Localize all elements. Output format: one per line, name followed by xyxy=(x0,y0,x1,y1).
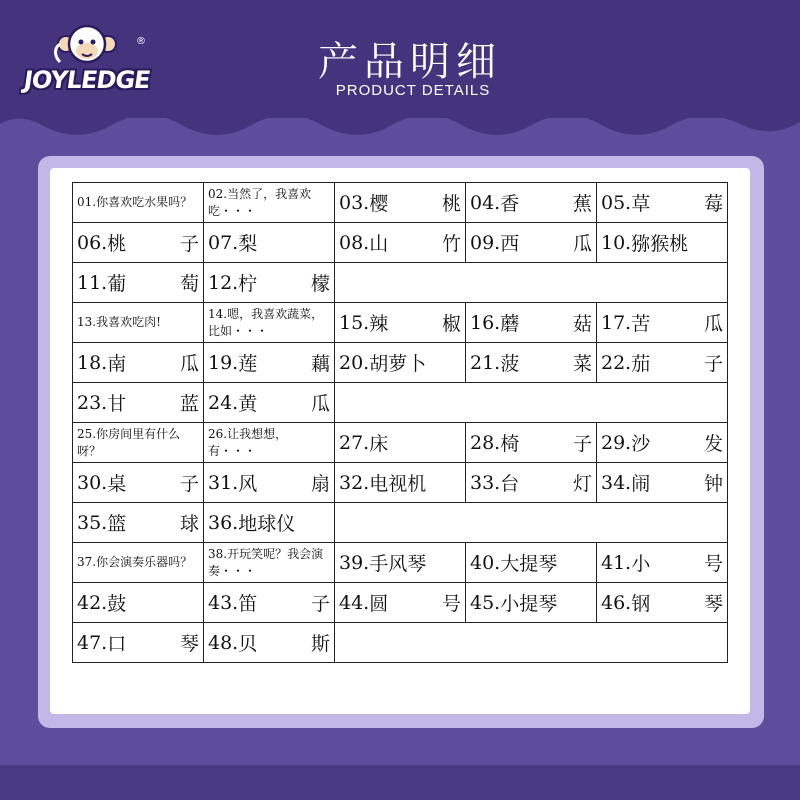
item-cell xyxy=(73,343,204,383)
item-word: 蘑 菇 xyxy=(500,313,592,335)
item-word: 甘 蓝 xyxy=(107,393,199,415)
item-number: 03. xyxy=(339,191,370,214)
item-word: 西 瓜 xyxy=(500,233,592,255)
table-row xyxy=(73,463,728,503)
item-number: 30. xyxy=(77,471,108,494)
item-number: 43. xyxy=(208,591,239,614)
item-cell xyxy=(204,463,335,503)
item-cell-content xyxy=(77,229,199,256)
item-cell-content xyxy=(601,429,723,456)
item-word: 闹 钟 xyxy=(631,473,723,495)
item-word: 电视机 xyxy=(369,473,427,495)
item-cell-content xyxy=(601,349,723,376)
item-number: 05. xyxy=(601,191,632,214)
item-word: 柠 檬 xyxy=(238,273,330,295)
item-cell xyxy=(73,503,204,543)
item-word: 钢 琴 xyxy=(631,593,723,615)
item-cell-content xyxy=(77,589,199,616)
page-title: 产品明细 xyxy=(318,39,502,85)
item-cell-content xyxy=(470,429,592,456)
item-word: 手风琴 xyxy=(369,553,427,575)
empty-cell xyxy=(335,503,728,543)
item-word: 黄 瓜 xyxy=(238,393,330,415)
item-number: 21. xyxy=(470,351,501,374)
question-cell: 14.嗯，我喜欢蔬菜，比如・・・ xyxy=(204,303,335,343)
item-cell-content xyxy=(470,229,592,256)
item-word: 篮 球 xyxy=(107,513,199,535)
item-word: 桃 子 xyxy=(107,233,199,255)
item-cell xyxy=(335,223,466,263)
item-number: 09. xyxy=(470,231,501,254)
item-cell xyxy=(466,303,597,343)
item-word: 圆 号 xyxy=(369,593,461,615)
question-cell: 38.开玩笑呢？我会演奏・・・ xyxy=(204,543,335,583)
question-cell: 26.让我想想，有・・・ xyxy=(204,423,335,463)
table-row xyxy=(73,343,728,383)
question-cell: 02.当然了，我喜欢吃・・・ xyxy=(204,183,335,223)
table-row xyxy=(73,183,728,223)
item-cell-content xyxy=(208,509,330,536)
item-cell-content xyxy=(339,429,461,456)
question-cell: 13.我喜欢吃肉! xyxy=(73,303,204,343)
empty-cell xyxy=(335,383,728,423)
item-word: 地球仪 xyxy=(238,513,296,535)
item-number: 18. xyxy=(77,351,108,374)
table-row xyxy=(73,223,728,263)
item-word: 南 瓜 xyxy=(107,353,199,375)
item-cell xyxy=(335,583,466,623)
item-number: 39. xyxy=(339,551,370,574)
item-number: 31. xyxy=(208,471,239,494)
item-number: 47. xyxy=(77,631,108,654)
item-cell-content xyxy=(601,229,723,256)
item-number: 06. xyxy=(77,231,108,254)
item-word: 床 xyxy=(369,433,389,455)
item-cell xyxy=(204,223,335,263)
wave-divider xyxy=(0,100,800,160)
item-number: 48. xyxy=(208,631,239,654)
item-cell-content xyxy=(339,589,461,616)
item-number: 11. xyxy=(77,271,108,294)
item-number: 24. xyxy=(208,391,239,414)
item-number: 16. xyxy=(470,311,501,334)
item-number: 04. xyxy=(470,191,501,214)
item-word: 香 蕉 xyxy=(500,193,592,215)
table-row xyxy=(73,623,728,663)
item-cell xyxy=(466,183,597,223)
item-word: 梨 xyxy=(238,233,258,255)
item-number: 20. xyxy=(339,351,370,374)
item-word: 胡萝卜 xyxy=(369,353,427,375)
table-row xyxy=(73,583,728,623)
item-cell xyxy=(335,423,466,463)
item-cell xyxy=(73,263,204,303)
item-word: 鼓 xyxy=(107,593,127,615)
item-cell-content xyxy=(339,469,461,496)
item-cell xyxy=(466,463,597,503)
item-cell xyxy=(204,263,335,303)
item-cell-content xyxy=(208,349,330,376)
item-number: 17. xyxy=(601,311,632,334)
item-number: 10. xyxy=(601,231,632,254)
item-number: 22. xyxy=(601,351,632,374)
item-word: 小 号 xyxy=(631,553,723,575)
table-row xyxy=(73,543,728,583)
empty-cell xyxy=(335,623,728,663)
item-cell-content xyxy=(470,469,592,496)
item-word: 笛 子 xyxy=(238,593,330,615)
item-cell xyxy=(335,183,466,223)
registered-mark: ® xyxy=(136,36,146,47)
item-cell-content xyxy=(470,309,592,336)
item-number: 28. xyxy=(470,431,501,454)
item-cell-content xyxy=(470,589,592,616)
item-cell-content xyxy=(339,229,461,256)
item-word: 猕猴桃 xyxy=(631,233,689,255)
item-cell-content xyxy=(208,229,330,256)
item-cell-content xyxy=(77,469,199,496)
item-cell xyxy=(204,583,335,623)
item-cell-content xyxy=(470,189,592,216)
item-cell xyxy=(466,543,597,583)
item-word: 樱 桃 xyxy=(369,193,461,215)
table-row xyxy=(73,303,728,343)
item-cell xyxy=(597,583,728,623)
item-cell xyxy=(73,623,204,663)
item-number: 34. xyxy=(601,471,632,494)
item-word: 辣 椒 xyxy=(369,313,461,335)
item-cell-content xyxy=(77,509,199,536)
item-cell-content xyxy=(339,189,461,216)
item-cell xyxy=(73,383,204,423)
item-cell xyxy=(597,343,728,383)
item-cell-content xyxy=(470,549,592,576)
item-cell-content xyxy=(77,389,199,416)
item-cell-content xyxy=(208,469,330,496)
item-cell xyxy=(597,423,728,463)
item-cell xyxy=(204,503,335,543)
page-subtitle: PRODUCT DETAILS xyxy=(335,82,491,99)
item-cell xyxy=(597,303,728,343)
item-cell xyxy=(466,423,597,463)
item-cell-content xyxy=(339,349,461,376)
item-number: 23. xyxy=(77,391,108,414)
item-cell xyxy=(466,583,597,623)
item-number: 15. xyxy=(339,311,370,334)
item-cell xyxy=(204,343,335,383)
item-number: 42. xyxy=(77,591,108,614)
item-cell xyxy=(335,303,466,343)
item-number: 33. xyxy=(470,471,501,494)
item-word: 沙 发 xyxy=(631,433,723,455)
item-cell-content xyxy=(601,549,723,576)
item-number: 27. xyxy=(339,431,370,454)
item-cell xyxy=(335,543,466,583)
table-row xyxy=(73,383,728,423)
item-number: 08. xyxy=(339,231,370,254)
item-cell-content xyxy=(339,309,461,336)
item-cell-content xyxy=(208,589,330,616)
item-word: 口 琴 xyxy=(107,633,199,655)
item-number: 41. xyxy=(601,551,632,574)
item-cell xyxy=(466,223,597,263)
item-word: 椅 子 xyxy=(500,433,592,455)
table-row xyxy=(73,263,728,303)
item-cell xyxy=(204,383,335,423)
item-number: 40. xyxy=(470,551,501,574)
item-cell-content xyxy=(470,349,592,376)
item-word: 莲 藕 xyxy=(238,353,330,375)
item-cell xyxy=(597,543,728,583)
item-word: 苦 瓜 xyxy=(631,313,723,335)
item-cell xyxy=(73,463,204,503)
item-word: 草 莓 xyxy=(631,193,723,215)
item-word: 桌 子 xyxy=(107,473,199,495)
item-number: 46. xyxy=(601,591,632,614)
question-cell: 25.你房间里有什么呀？ xyxy=(73,423,204,463)
item-number: 45. xyxy=(470,591,501,614)
item-word: 贝 斯 xyxy=(238,633,330,655)
item-word: 风 扇 xyxy=(238,473,330,495)
item-cell xyxy=(466,343,597,383)
item-cell xyxy=(73,583,204,623)
item-number: 29. xyxy=(601,431,632,454)
item-word: 菠 菜 xyxy=(500,353,592,375)
question-cell: 37.你会演奏乐器吗？ xyxy=(73,543,204,583)
item-cell-content xyxy=(77,349,199,376)
table-row xyxy=(73,423,728,463)
item-cell xyxy=(335,463,466,503)
item-word: 小提琴 xyxy=(500,593,558,615)
question-cell: 01.你喜欢吃水果吗？ xyxy=(73,183,204,223)
item-cell-content xyxy=(208,269,330,296)
item-cell xyxy=(597,183,728,223)
item-cell xyxy=(204,623,335,663)
item-cell-content xyxy=(601,589,723,616)
item-number: 32. xyxy=(339,471,370,494)
item-cell-content xyxy=(601,469,723,496)
item-cell-content xyxy=(208,629,330,656)
item-cell-content xyxy=(208,389,330,416)
item-cell-content xyxy=(339,549,461,576)
item-cell xyxy=(335,343,466,383)
item-number: 36. xyxy=(208,511,239,534)
item-cell xyxy=(73,223,204,263)
item-cell xyxy=(597,463,728,503)
item-number: 19. xyxy=(208,351,239,374)
item-number: 44. xyxy=(339,591,370,614)
brand-wordmark: JOYLEDGE xyxy=(22,66,152,94)
item-word: 茄 子 xyxy=(631,353,723,375)
item-cell-content xyxy=(77,629,199,656)
item-number: 07. xyxy=(208,231,239,254)
empty-cell xyxy=(335,263,728,303)
item-number: 35. xyxy=(77,511,108,534)
item-word: 台 灯 xyxy=(500,473,592,495)
item-cell-content xyxy=(601,189,723,216)
item-cell xyxy=(597,223,728,263)
item-cell-content xyxy=(77,269,199,296)
item-number: 12. xyxy=(208,271,239,294)
product-table xyxy=(72,182,728,663)
item-word: 大提琴 xyxy=(500,553,558,575)
table-row xyxy=(73,503,728,543)
item-word: 葡 萄 xyxy=(107,273,199,295)
item-word: 山 竹 xyxy=(369,233,461,255)
item-cell-content xyxy=(601,309,723,336)
bottom-band xyxy=(0,765,800,800)
